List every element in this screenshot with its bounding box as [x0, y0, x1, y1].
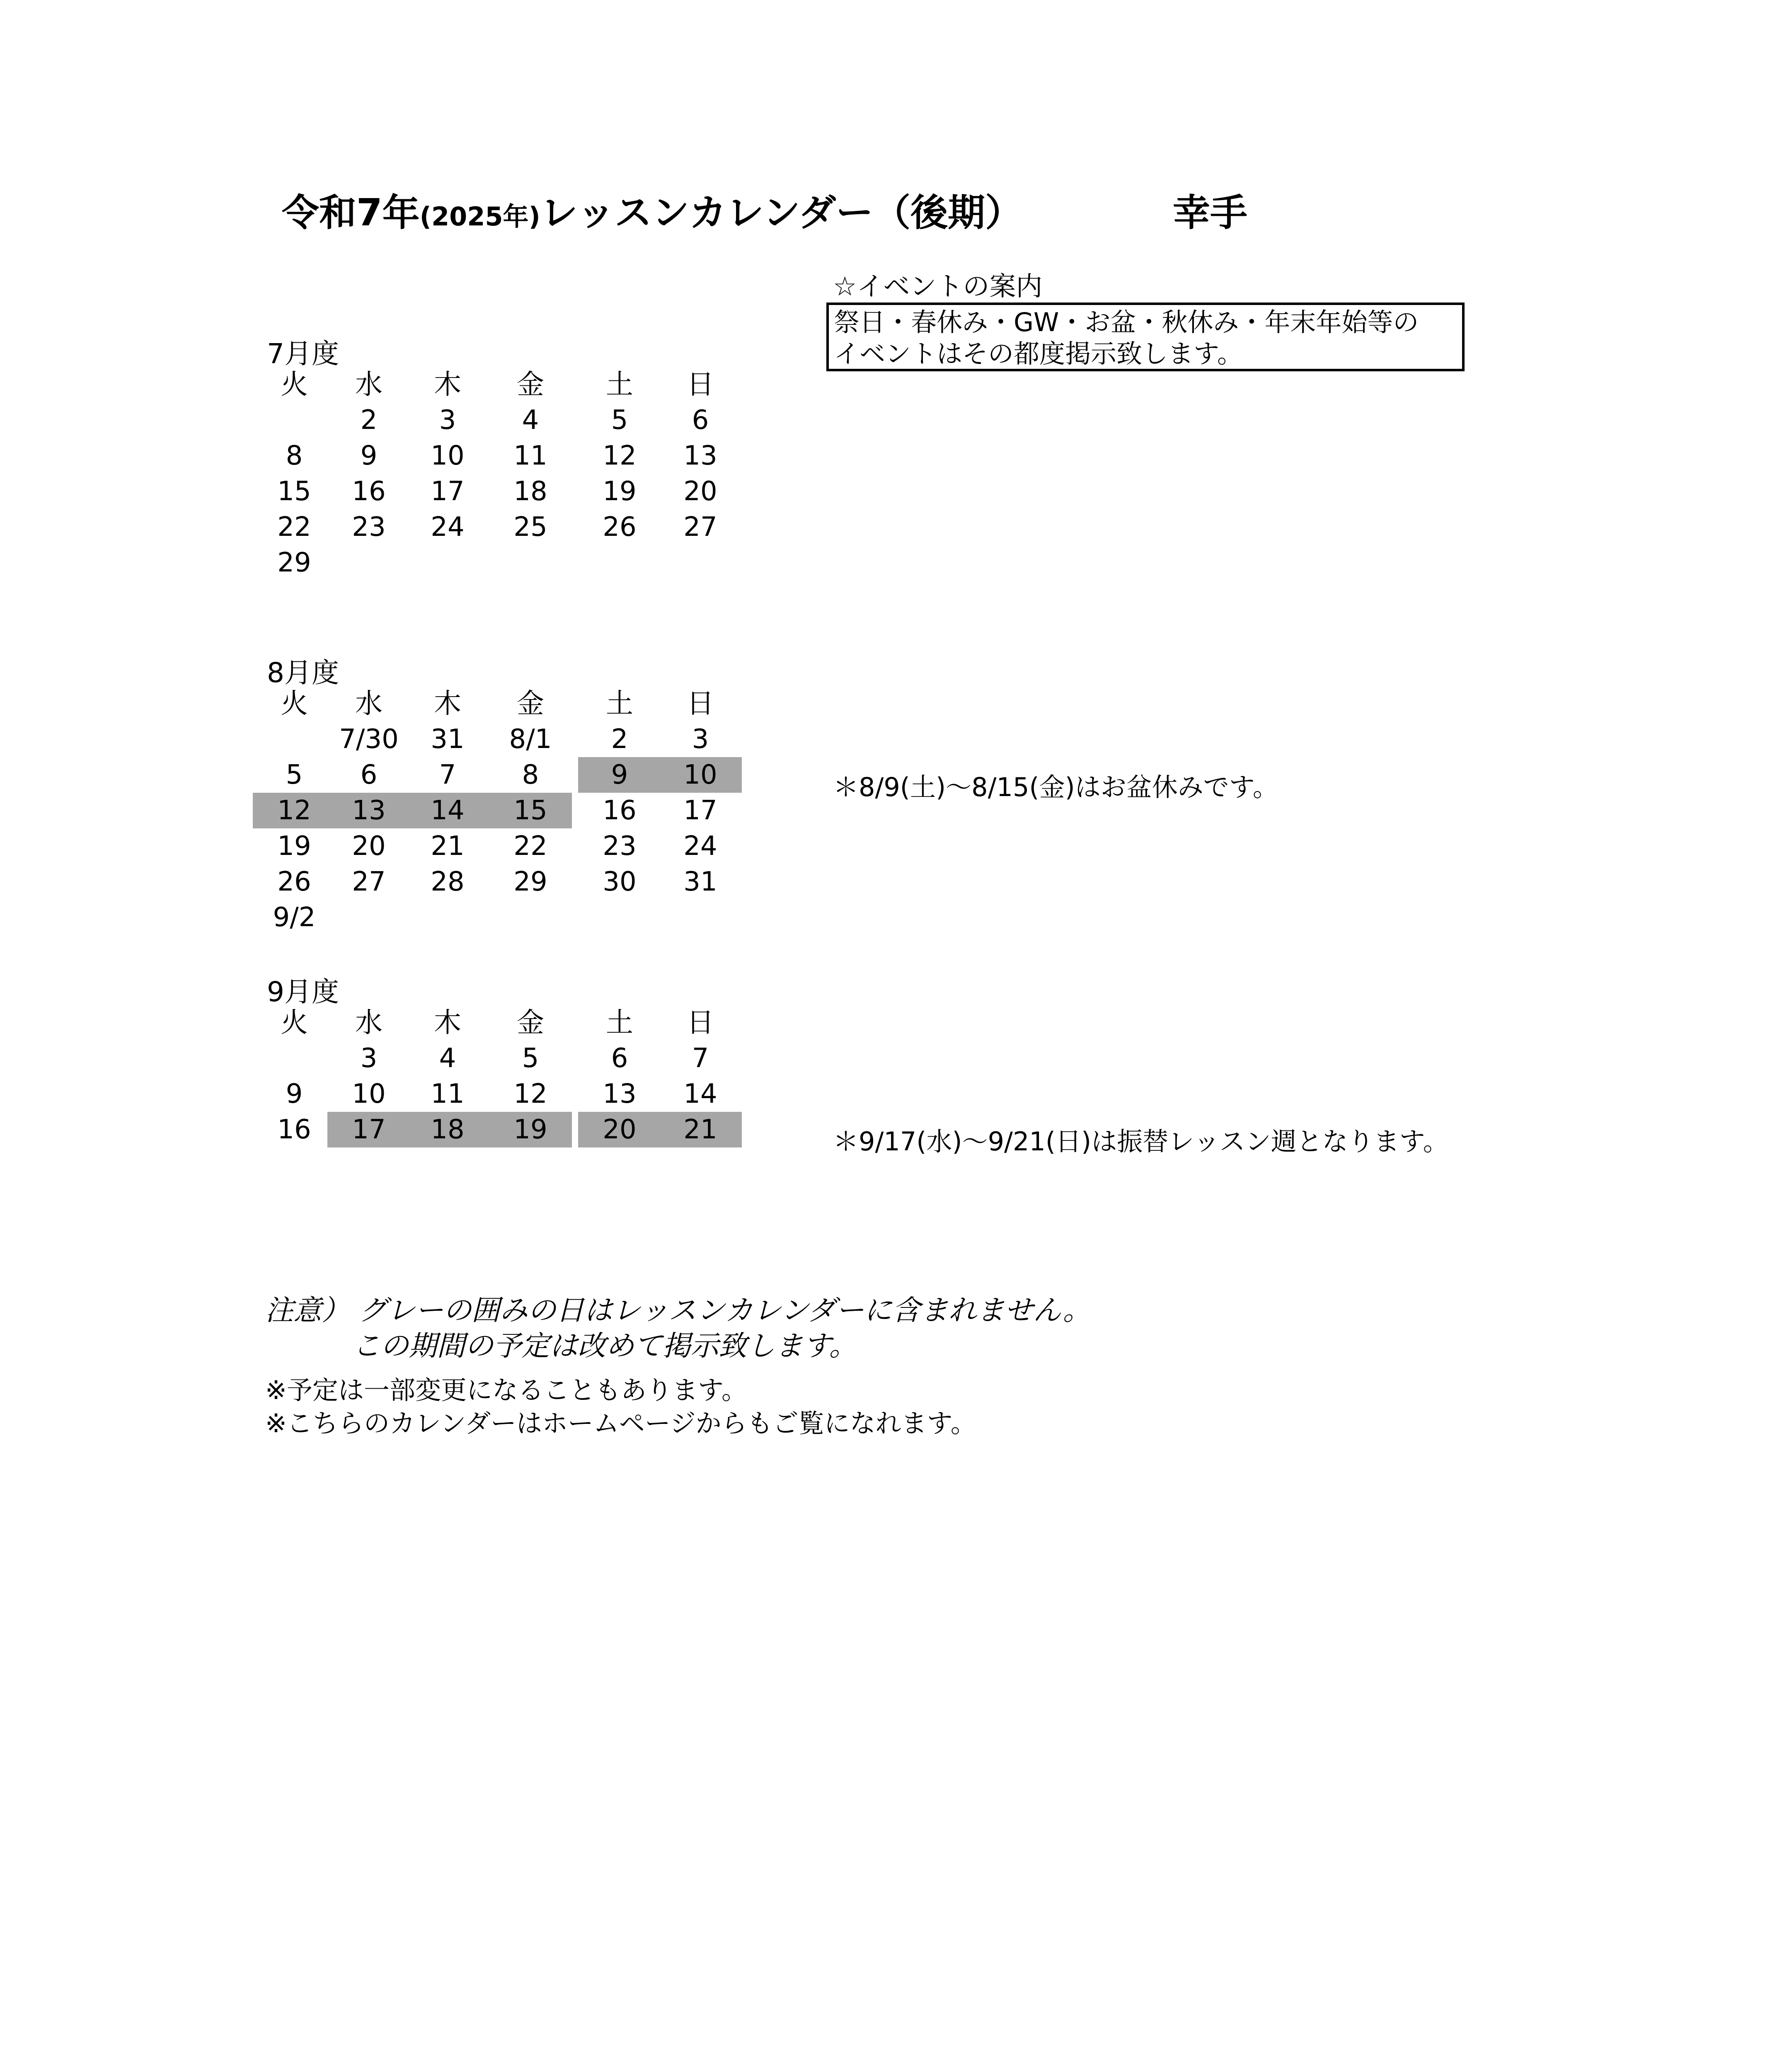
date-cell-excluded: 20 — [578, 1112, 661, 1147]
date-cell — [489, 545, 572, 581]
date-cell: 7 — [439, 760, 456, 790]
weekday-header: 金 — [517, 368, 544, 400]
week-row — [265, 757, 754, 793]
date-cell: 13 — [603, 1079, 637, 1109]
page-title — [282, 182, 1022, 236]
caution-line1: 注意） グレーの囲みの日はレッスンカレンダーに含まれません。 — [265, 1294, 1091, 1327]
week-row — [265, 864, 754, 900]
date-cell-excluded: 18 — [406, 1112, 489, 1147]
date-cell: 28 — [431, 867, 465, 897]
date-cell: 3 — [439, 405, 456, 436]
date-cell: 27 — [352, 867, 386, 897]
date-cell: 31 — [431, 724, 465, 755]
weekday-header: 日 — [687, 368, 714, 400]
date-cell: 19 — [277, 831, 311, 862]
date-cell: 26 — [603, 512, 637, 542]
date-cell: 30 — [603, 867, 637, 897]
date-cell: 20 — [683, 476, 717, 507]
date-cell-excluded: 9 — [578, 757, 661, 793]
date-cell-excluded: 17 — [327, 1112, 410, 1147]
date-cell-excluded: 15 — [489, 793, 572, 828]
week-row — [265, 1041, 754, 1076]
title-main-b: レッスンカレンダー（後期） — [540, 191, 1023, 235]
date-cell: 3 — [360, 1043, 378, 1074]
date-cell: 8 — [286, 441, 303, 471]
weekday-header: 土 — [606, 368, 633, 400]
date-cell: 14 — [683, 1079, 717, 1109]
weekday-header: 火 — [281, 1007, 308, 1038]
date-cell: 8/1 — [509, 724, 552, 755]
date-cell: 5 — [286, 760, 303, 790]
date-cell: 7/30 — [339, 724, 399, 755]
weekday-header-row — [265, 367, 754, 402]
date-cell: 21 — [431, 831, 465, 862]
weekday-header: 水 — [355, 368, 383, 400]
date-cell-excluded: 14 — [406, 793, 489, 828]
date-cell: 6 — [360, 760, 378, 790]
date-cell: 10 — [431, 441, 465, 471]
date-cell: 3 — [692, 724, 709, 755]
week-row — [265, 438, 754, 474]
date-cell: 16 — [277, 1114, 311, 1145]
date-cell: 29 — [277, 547, 311, 578]
month-label: 9月度 — [267, 976, 339, 1008]
date-cell: 6 — [692, 405, 709, 436]
date-cell: 18 — [513, 476, 547, 507]
week-row — [265, 509, 754, 545]
date-cell: 9 — [286, 1079, 303, 1109]
weekday-header: 金 — [517, 1007, 544, 1038]
weekday-header-row — [265, 686, 754, 721]
date-cell: 26 — [277, 867, 311, 897]
date-cell: 13 — [683, 441, 717, 471]
date-cell: 17 — [431, 476, 465, 507]
event-info-line2: イベントはその都度掲示致します。 — [834, 339, 1243, 369]
date-cell: 29 — [513, 867, 547, 897]
date-cell — [327, 545, 410, 581]
date-cell: 11 — [513, 441, 547, 471]
date-cell: 11 — [431, 1079, 465, 1109]
date-cell: 5 — [611, 405, 628, 436]
weekday-header: 日 — [687, 687, 714, 719]
date-cell: 23 — [352, 512, 386, 542]
footnote-2: ※こちらのカレンダーはホームページからもご覧になれます。 — [265, 1408, 976, 1438]
date-cell-excluded: 12 — [253, 793, 336, 828]
week-row — [265, 1112, 754, 1147]
weekday-header: 土 — [606, 1007, 633, 1038]
date-cell — [578, 900, 661, 935]
date-cell: 17 — [683, 795, 717, 826]
date-cell — [659, 900, 742, 935]
date-cell-excluded: 21 — [659, 1112, 742, 1147]
date-cell: 20 — [352, 831, 386, 862]
weekday-header: 金 — [517, 687, 544, 719]
footnote-1: ※予定は一部変更になることもあります。 — [265, 1375, 747, 1405]
date-cell: 16 — [603, 795, 637, 826]
date-cell — [578, 545, 661, 581]
date-cell-excluded: 13 — [327, 793, 410, 828]
date-cell — [327, 900, 410, 935]
weekday-header: 木 — [434, 1007, 461, 1038]
weekday-header: 水 — [355, 687, 383, 719]
date-cell: 7 — [692, 1043, 709, 1074]
date-cell: 5 — [522, 1043, 539, 1074]
weekday-header-row — [265, 1005, 754, 1041]
event-info-heading: ☆イベントの案内 — [833, 271, 1043, 302]
weekday-header: 日 — [687, 1007, 714, 1038]
week-row — [265, 545, 754, 581]
week-row — [265, 900, 754, 935]
date-cell: 19 — [603, 476, 637, 507]
date-cell: 4 — [439, 1043, 456, 1074]
august-note: ＊8/9(土)～8/15(金)はお盆休みです。 — [833, 772, 1278, 802]
caution-line2: この期間の予定は改めて掲示致します。 — [352, 1330, 857, 1363]
date-cell: 23 — [603, 831, 637, 862]
weekday-header: 火 — [281, 687, 308, 719]
week-row — [265, 721, 754, 757]
september-note: ＊9/17(水)～9/21(日)は振替レッスン週となります。 — [833, 1126, 1449, 1157]
date-cell: 27 — [683, 512, 717, 542]
date-cell: 2 — [611, 724, 628, 755]
weekday-header: 木 — [434, 368, 461, 400]
week-row — [265, 1076, 754, 1112]
date-cell — [253, 402, 336, 438]
date-cell — [659, 545, 742, 581]
title-year: (2025年) — [419, 201, 540, 232]
date-cell-excluded: 19 — [489, 1112, 572, 1147]
date-cell: 25 — [513, 512, 547, 542]
date-cell: 12 — [513, 1079, 547, 1109]
event-info-box — [826, 303, 1465, 371]
date-cell — [406, 545, 489, 581]
date-cell — [253, 1041, 336, 1076]
date-cell: 15 — [277, 476, 311, 507]
date-cell: 4 — [522, 405, 539, 436]
date-cell: 16 — [352, 476, 386, 507]
date-cell: 9/2 — [273, 902, 316, 933]
weekday-header: 木 — [434, 687, 461, 719]
weekday-header: 火 — [281, 368, 308, 400]
date-cell: 31 — [683, 867, 717, 897]
title-main-a: 令和7年 — [282, 191, 420, 235]
date-cell: 12 — [603, 441, 637, 471]
school-name: 幸手 — [1173, 191, 1247, 235]
date-cell-excluded: 10 — [659, 757, 742, 793]
date-cell: 6 — [611, 1043, 628, 1074]
date-cell: 2 — [360, 405, 378, 436]
date-cell: 24 — [431, 512, 465, 542]
date-cell: 9 — [360, 441, 378, 471]
weekday-header: 土 — [606, 687, 633, 719]
weekday-header: 水 — [355, 1007, 383, 1038]
month-label: 8月度 — [267, 657, 339, 689]
date-cell: 22 — [277, 512, 311, 542]
date-cell: 22 — [513, 831, 547, 862]
date-cell: 24 — [683, 831, 717, 862]
week-row — [265, 474, 754, 509]
date-cell: 8 — [522, 760, 539, 790]
week-row — [265, 402, 754, 438]
date-cell: 10 — [352, 1079, 386, 1109]
week-row — [265, 793, 754, 828]
date-cell — [489, 900, 572, 935]
date-cell — [406, 900, 489, 935]
week-row — [265, 828, 754, 864]
date-cell — [253, 721, 336, 757]
event-info-line1: 祭日・春休み・GW・お盆・秋休み・年末年始等の — [834, 307, 1419, 337]
month-label: 7月度 — [267, 338, 339, 370]
caution-note — [265, 1293, 1091, 1364]
